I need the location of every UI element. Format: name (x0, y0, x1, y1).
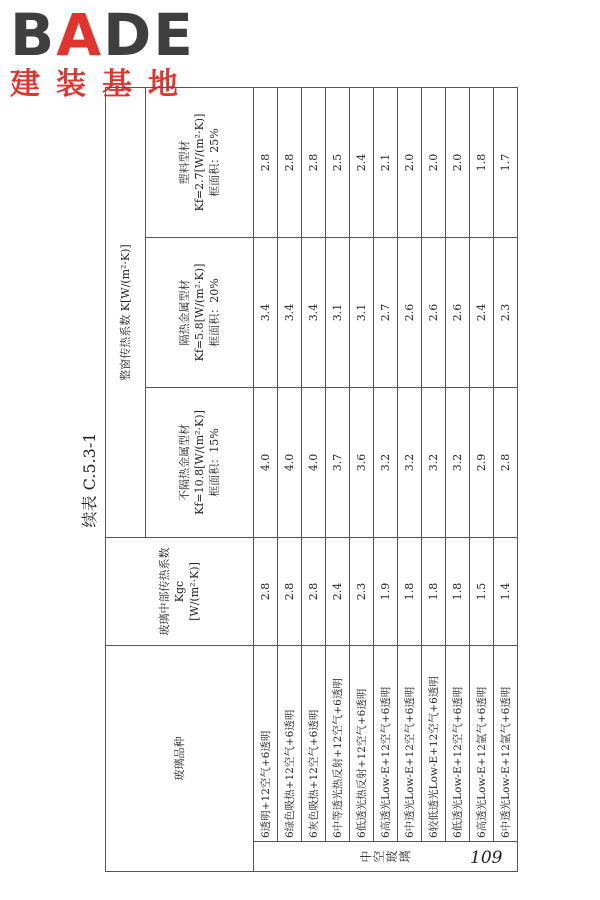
table-row (446, 87, 470, 871)
page-number: 109 (470, 848, 503, 868)
k-thermal-cell: 2.6 (422, 238, 446, 388)
k-thermal-cell: 2.3 (494, 238, 518, 388)
k-thermal-cell: 3.1 (350, 238, 374, 388)
center-k-cell: 1.4 (494, 538, 518, 646)
k-plastic-cell: 2.8 (254, 87, 278, 237)
k-plastic-cell: 2.4 (350, 87, 374, 237)
frame-header-nonthermal (146, 388, 254, 538)
table-row (422, 87, 446, 871)
k-nonthermal-cell: 3.2 (446, 388, 470, 538)
glass-name-cell: 6低透光Low-E+12空气+6透明 (446, 646, 470, 842)
center-k-cell: 1.8 (422, 538, 446, 646)
frame-name: 塑料型材 (178, 140, 191, 185)
category-cell: 中空玻璃 (254, 842, 518, 872)
heat-transfer-table (105, 87, 518, 872)
logo-wordmark (10, 1, 195, 69)
k-plastic-cell: 1.7 (494, 87, 518, 237)
k-plastic-cell: 2.8 (278, 87, 302, 237)
center-k-cell: 2.4 (326, 538, 350, 646)
k-nonthermal-cell: 3.6 (350, 388, 374, 538)
k-plastic-cell: 2.0 (398, 87, 422, 237)
k-nonthermal-cell: 4.0 (278, 388, 302, 538)
glass-name-cell: 6高透光Low-E+12氩气+6透明 (470, 646, 494, 842)
k-plastic-cell: 2.8 (302, 87, 326, 237)
center-k-cell: 1.8 (446, 538, 470, 646)
center-k-cell: 1.8 (398, 538, 422, 646)
k-plastic-cell: 2.0 (422, 87, 446, 237)
k-plastic-cell: 1.8 (470, 87, 494, 237)
glass-name-cell: 6高透光Low-E+12空气+6透明 (374, 646, 398, 842)
k-thermal-cell: 3.4 (302, 238, 326, 388)
k-plastic-cell: 2.5 (326, 87, 350, 237)
k-thermal-cell: 2.6 (446, 238, 470, 388)
k-nonthermal-cell: 3.2 (398, 388, 422, 538)
frame-name: 不隔热金属型材 (178, 424, 191, 501)
frame-header-plastic (146, 87, 254, 237)
k-nonthermal-cell: 3.2 (374, 388, 398, 538)
glass-name-cell: 6中透光Low-E+12氩气+6透明 (494, 646, 518, 842)
table-row (278, 87, 302, 871)
glass-name-cell: 6中透光Low-E+12空气+6透明 (398, 646, 422, 842)
rotated-table-container (75, 80, 525, 880)
center-k-cell: 2.8 (278, 538, 302, 646)
glass-name-cell: 6低透光热反射+12空气+6透明 (350, 646, 374, 842)
k-thermal-cell: 3.1 (326, 238, 350, 388)
center-k-title: 玻璃中部传热系数 (158, 547, 171, 636)
glass-name-cell: 6灰色吸热+12空气+6透明 (302, 646, 326, 842)
whole-window-header: 整窗传热系数 K[W/(m²·K)] (106, 87, 146, 537)
k-nonthermal-cell: 2.8 (494, 388, 518, 538)
k-thermal-cell: 2.6 (398, 238, 422, 388)
center-k-cell: 2.8 (254, 538, 278, 646)
k-nonthermal-cell: 3.7 (326, 388, 350, 538)
k-nonthermal-cell: 4.0 (254, 388, 278, 538)
center-k-unit: [W/(m²·K)] (188, 562, 201, 621)
frame-kf: Kf=10.8[W/(m²·K)] (193, 410, 206, 515)
frame-kf: Kf=2.7[W/(m²·K)] (193, 113, 206, 212)
k-thermal-cell: 3.4 (254, 238, 278, 388)
logo-word-text: BADE (10, 1, 195, 69)
k-nonthermal-cell: 3.2 (422, 388, 446, 538)
center-k-header (106, 538, 254, 646)
frame-area: 框面积：20% (208, 278, 221, 347)
glass-name-cell: 6较低透光Low-E+12空气+6透明 (422, 646, 446, 842)
table-row (326, 87, 350, 871)
k-plastic-cell: 2.0 (446, 87, 470, 237)
glass-name-cell: 6绿色吸热+12空气+6透明 (278, 646, 302, 842)
k-nonthermal-cell: 4.0 (302, 388, 326, 538)
frame-name: 隔热金属型材 (178, 279, 191, 346)
k-nonthermal-cell: 2.9 (470, 388, 494, 538)
center-k-symbol: Kgc (173, 580, 186, 603)
table-row (470, 87, 494, 871)
center-k-cell: 1.9 (374, 538, 398, 646)
frame-kf: Kf=5.8[W/(m²·K)] (193, 263, 206, 362)
k-thermal-cell: 3.4 (278, 238, 302, 388)
table-body (254, 87, 518, 871)
center-k-cell: 2.3 (350, 538, 374, 646)
header-row-1 (106, 87, 146, 871)
glass-name-cell: 6透明+12空气+6透明 (254, 646, 278, 842)
table-row (254, 87, 278, 871)
k-thermal-cell: 2.4 (470, 238, 494, 388)
table-caption: 续表 C.5.3-1 (80, 432, 99, 528)
logo-subtitle: 建装基地 (10, 67, 194, 102)
table-row (374, 87, 398, 871)
frame-area: 框面积：25% (208, 128, 221, 197)
table-row (350, 87, 374, 871)
glass-name-cell: 6中等透光热反射+12空气+6透明 (326, 646, 350, 842)
k-plastic-cell: 2.1 (374, 87, 398, 237)
center-k-cell: 1.5 (470, 538, 494, 646)
glass-type-header: 玻璃品种 (106, 646, 254, 872)
center-k-cell: 2.8 (302, 538, 326, 646)
table-row (302, 87, 326, 871)
table-row (494, 87, 518, 871)
frame-header-thermal (146, 238, 254, 388)
k-thermal-cell: 2.7 (374, 238, 398, 388)
table-row (398, 87, 422, 871)
frame-area: 框面积：15% (208, 428, 221, 497)
